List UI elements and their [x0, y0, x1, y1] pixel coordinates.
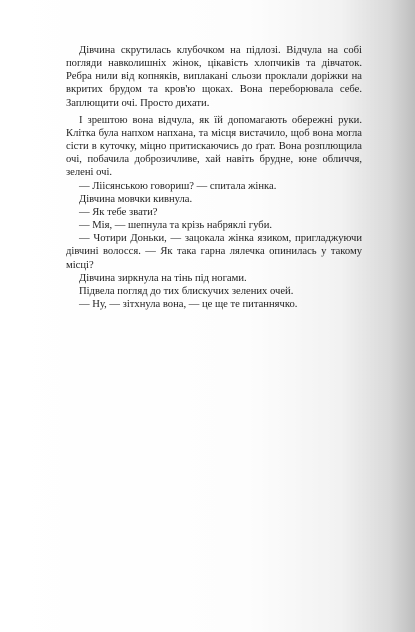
paragraph: І зрештою вона відчула, як їй допомагають обережні руки. Клітка була напхом напхана, та місця вистачило, щоб вона могла сісти в куточку, міцно притискаючись до ґрат. Вона розплющила очі, побачила доброзичливе, хай навіть брудне, юне обличчя, зелені очі.	[66, 114, 362, 179]
paragraph: Підвела погляд до тих блискучих зелених очей.	[79, 285, 294, 297]
paragraph: Дівчина скрутилась клубочком на підлозі. Відчула на собі погляди навколишніх жінок, цікавість хлопчиків та дівчаток. Ребра нили від копняків, виплакані сльози проклали доріжки на вкритих брудом та кров'ю щоках. Вона переборювала себе. Заплющити очі. Просто дихати.	[66, 45, 362, 109]
paragraph: — Мія, — шепнула та крізь набряклі губи.	[79, 220, 273, 232]
paragraph: — Чотири Доньки, — зацокала жінка язиком, пригладжуючи дівчині волосся. — Як така гарна лялечка опинилась у такому місці?	[66, 233, 362, 271]
page-text	[66, 44, 362, 311]
paragraph: — Як тебе звати?	[79, 206, 158, 218]
paragraph: Дівчина зиркнула на тінь під ногами.	[79, 272, 247, 284]
paragraph: — Ліісянською говориш? — спитала жінка.	[79, 180, 277, 192]
paragraph: — Ну, — зітхнула вона, — це ще те питаннячко.	[79, 298, 298, 310]
paragraph: Дівчина мовчки кивнула.	[79, 193, 193, 205]
